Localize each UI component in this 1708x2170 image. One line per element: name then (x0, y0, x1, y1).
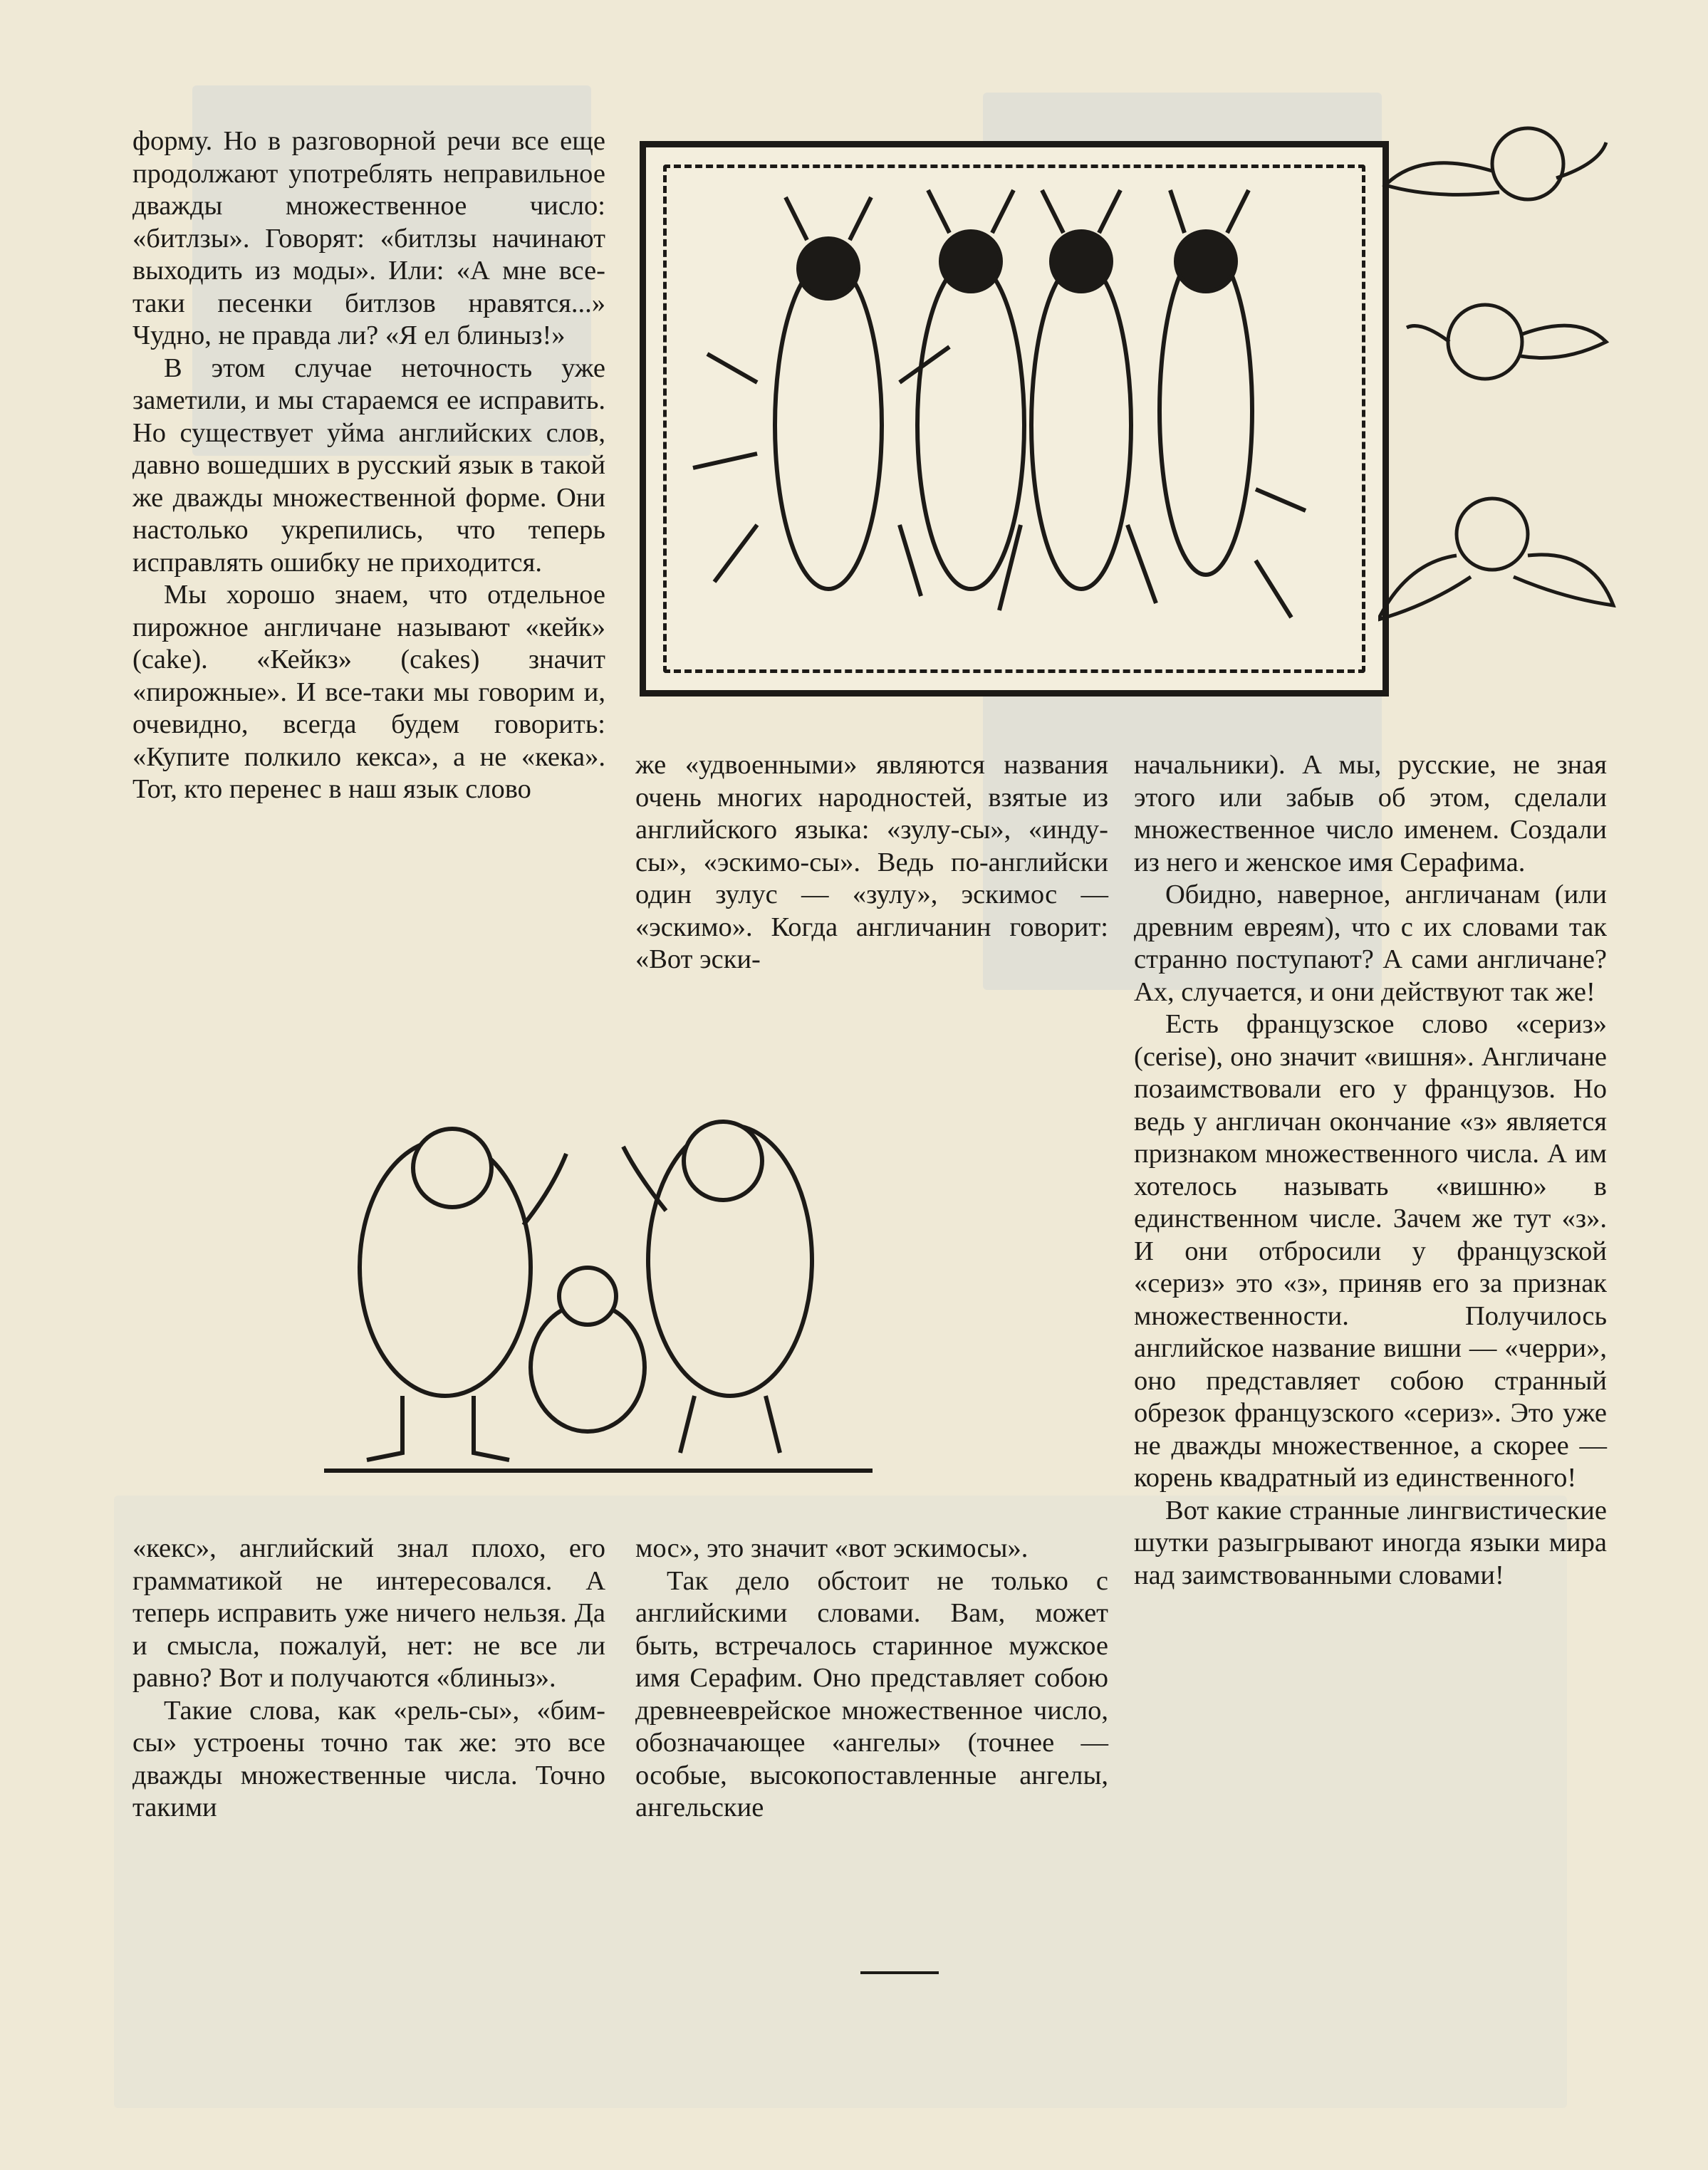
paragraph: форму. Но в разговорной речи все еще продолжают употреблять неправильное дважды множественное число: «битлзы». Говорят: «битлзы начинают выходить из моды». Или: «А мне все-таки песенки битлзов нравятся...» Чудно, не правда ли? «Я ел блиныз!» (132, 126, 605, 350)
paragraph: Обидно, наверное, англичанам (или древним евреям), что с их словами так странно поступают? А сами англичане? Ах, случается, и они действуют так же! (1134, 880, 1607, 1007)
angels-icon (1378, 107, 1620, 648)
beetle-illustration-frame (640, 141, 1389, 697)
column-1-top (132, 125, 605, 806)
column-1-bottom (132, 1533, 605, 1825)
column-2-top (635, 749, 1108, 976)
paragraph: начальники). А мы, русские, не зная этого или забыв об этом, сделали множественное число именем. Создали из него и женское имя Серафима. (1134, 750, 1607, 877)
paragraph: Мы хорошо знаем, что отдельное пирожное англичане называют «кейк» (cake). «Кейкз» (cakes) значит «пирожные». И все-таки мы говорим и, очевидно, всегда будем говорить: «Купите полкило кекса», а не «кека». Тот, кто перенес в наш язык слово (132, 580, 605, 804)
section-divider (860, 1971, 939, 1974)
column-2-bottom (635, 1533, 1108, 1825)
column-3 (1134, 749, 1607, 1592)
paragraph: Вот какие странные лингвистические шутки разыгрывают иногда языки мира над заимствованными словами! (1134, 1495, 1607, 1590)
paragraph: же «удвоенными» являются названия очень многих народностей, взятые из английского языка: «зулу-сы», «инду-сы», «эскимо-сы». Ведь по-английски один зулус — «зулу», эскимос — «эскимо». Когда англичанин говорит: «Вот эски- (635, 750, 1108, 974)
beetles-icon (665, 169, 1363, 667)
paragraph: «кекс», английский знал плохо, его грамматикой не интересовался. А теперь исправить уже ничего нельзя. Да и смысла, пожалуй, нет: не все ли равно? Вот и получаются «блиныз». (132, 1533, 605, 1693)
paragraph: Есть французское слово «сериз» (cerise), оно значит «вишня». Англичане позаимствовали его у французов. Но ведь у англичан окончание «з» является признаком множественного числа. А им хотелось называть «вишню» в единственном числе. Зачем же тут «з». И они отбросили у французской «сериз» это «з», приняв его за признак множественности. Получилось английское название вишни — «черри», оно представляет собою странный обрезок французского «сериз». Это уже не дважды множественное, а скорее — корень квадратный из единственного! (1134, 1009, 1607, 1493)
paragraph: мос», это значит «вот эскимосы». (635, 1533, 1029, 1563)
eskimos-icon (324, 1083, 873, 1481)
paragraph: Такие слова, как «рель-сы», «бим-сы» устроены точно так же: это все дважды множественные числа. Точно такими (132, 1695, 605, 1822)
paragraph: Так дело обстоит не только с английскими словами. Вам, может быть, встречалось старинное мужское имя Серафим. Оно представляет собою древнееврейское множественное число, обозначающее «ангелы» (точнее — особые, высокопоставленные ангелы, ангельские (635, 1565, 1108, 1822)
paragraph: В этом случае неточность уже заметили, и мы стараемся ее исправить. Но существует уйма английских слов, давно вошедших в русский язык в такой же дважды множественной форме. Они настолько укрепились, что теперь исправлять ошибку не приходится. (132, 353, 605, 578)
